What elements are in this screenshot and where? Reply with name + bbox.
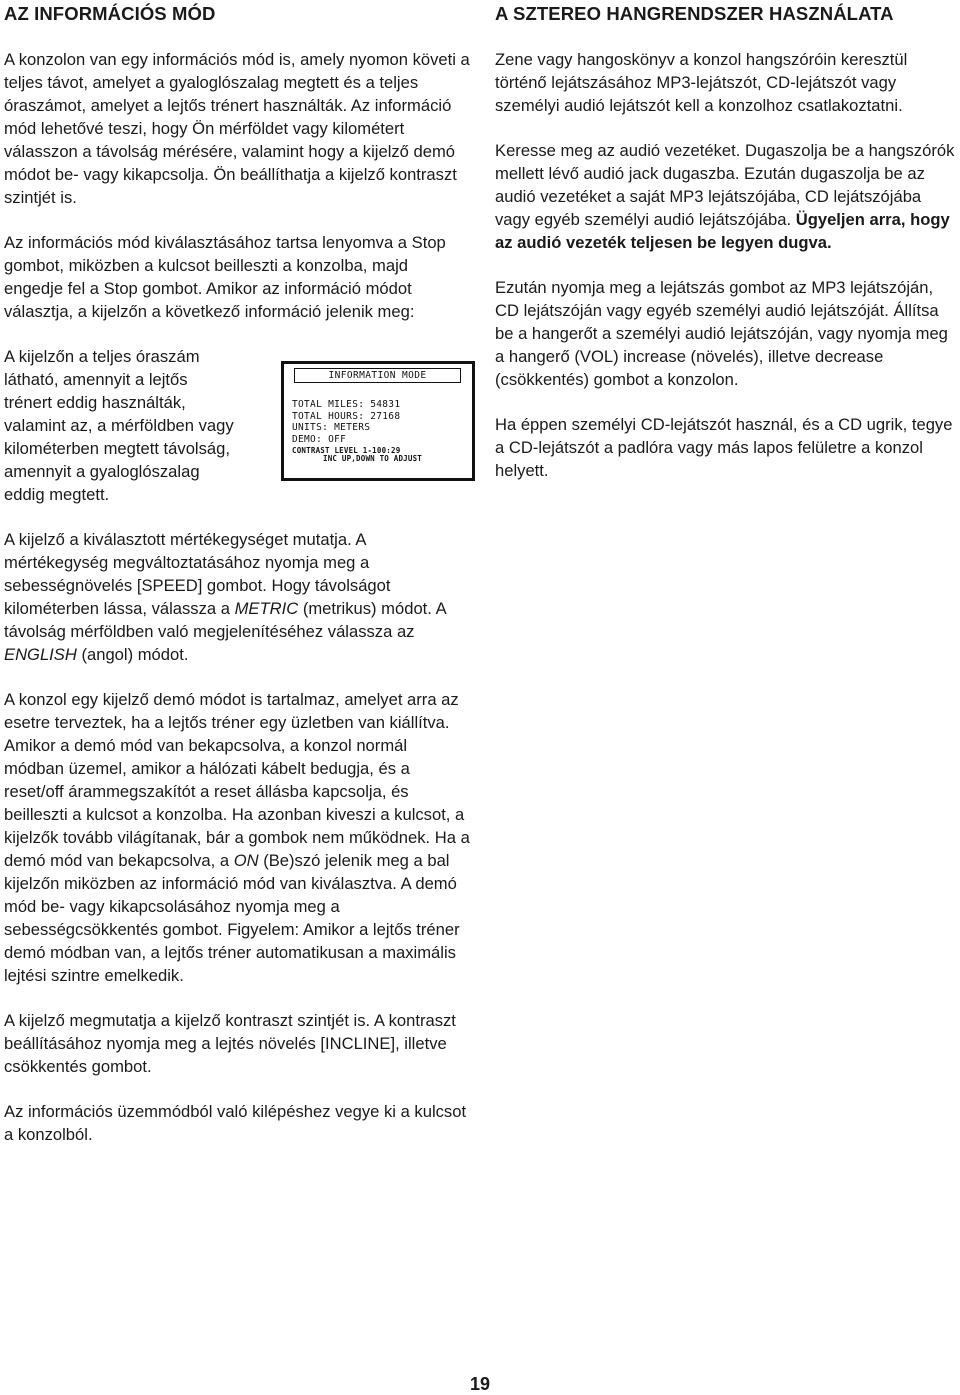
- display-contrast-level: CONTRAST LEVEL 1-100:29: [292, 446, 401, 455]
- display-title: INFORMATION MODE: [294, 368, 461, 383]
- display-adjust-hint: INC UP,DOWN TO ADJUST: [323, 453, 423, 463]
- paragraph-cd-skip: Ha éppen személyi CD-lejátszót használ, és a CD ugrik, tegye a CD-lejátszót a padlóra vagy más lapos felületre a konzol helyett.: [495, 415, 953, 480]
- metric-term: METRIC: [234, 599, 299, 618]
- units-text-c: (angol) módot.: [76, 645, 189, 664]
- audio-cable-text: Keresse meg az audió vezetéket. Dugaszolja be a hangszórók mellett lévő audió jack dugaszba. Ezután dugaszolja be az audió vezetéket a saját MP3 lejátszójába, CD lejátszójába vagy egyéb személyi audió lejátszójába.: [495, 141, 955, 229]
- right-column: [495, 0, 955, 482]
- display-line-demo: DEMO: OFF: [292, 433, 347, 445]
- display-line-total-miles: TOTAL MILES: 54831: [292, 399, 401, 410]
- paragraph-select-mode: Az információs mód kiválasztásához tartsa lenyomva a Stop gombot, miközben a kulcsot beilleszti a konzolba, majd engedje fel a Stop gombot. Amikor az információ módot választja, a kijelzőn a következő információ jelenik meg:: [4, 233, 446, 321]
- page-number: 19: [470, 1374, 491, 1394]
- paragraph-intro: A konzolon van egy információs mód is, amely nyomon követi a teljes távot, amelyet a gyaloglószalag megtett és a teljes óraszámot, amelyet a lejtős trénert használták. Az információ mód lehetővé teszi, hogy Ön mérföldet vagy kilométert válasszon a távolság mérésére, valamint hogy a kijelző demó módot be- vagy kikapcsolja. Ön beállíthatja a kijelző kontraszt szintjét is.: [4, 50, 470, 207]
- paragraph-units: [4, 528, 470, 666]
- paragraph-exit: Az információs üzemmódból való kilépéshez vegye ki a kulcsot a konzolból.: [4, 1102, 467, 1144]
- display-illustration-block: [4, 345, 470, 506]
- section-heading-stereo: A SZTEREO HANGRENDSZER HASZNÁLATA: [495, 3, 894, 24]
- left-column: [4, 0, 470, 1146]
- display-line-total-hours: TOTAL HOURS: 27168: [292, 410, 401, 422]
- paragraph-total-hours: A kijelzőn a teljes óraszám látható, amennyit a lejtős trénert eddig használták, valamint az, a mérföldben vagy kilométerben megtett távolság, amennyit a gyaloglószalag eddig megtett.: [4, 347, 234, 504]
- paragraph-stereo-intro: Zene vagy hangoskönyv a konzol hangszóróin keresztül történő lejátszásához MP3-lejátszót, CD-lejátszót vagy személyi audió lejátszót kell a konzolhoz csatlakoztatni.: [495, 50, 908, 115]
- section-heading-information-mode: AZ INFORMÁCIÓS MÓD: [4, 3, 216, 24]
- demo-text-b: (Be)szó jelenik meg a bal kijelzőn miközben az információ mód van kiválasztva. A demó mód be- vagy kikapcsolásához nyomja meg a sebességcsökkentés gombot. Figyelem: Amikor a lejtős tréner demó módban van, a lejtős tréner automatikusan a maximális lejtési szintre emelkedik.: [4, 851, 460, 985]
- display-contrast: [292, 447, 422, 462]
- display-line-units: UNITS: METERS: [292, 422, 371, 433]
- english-term: ENGLISH: [4, 645, 77, 664]
- paragraph-demo-mode: [4, 688, 470, 987]
- information-mode-display: [281, 361, 475, 481]
- audio-cable-warning: Ügyeljen arra, hogy az audió vezeték teljesen be legyen dugva.: [495, 210, 950, 252]
- paragraph-volume: Ezután nyomja meg a lejátszás gombot az MP3 lejátszóján, CD lejátszóján vagy egyéb személyi audió lejátszóját. Állítsa be a hangerőt a személyi audió lejátszóján, vagy nyomja meg a hangerő (VOL) increase (növelés), illetve decrease (csökkentés) gombot a konzolon.: [495, 278, 948, 389]
- display-lines: [292, 399, 400, 445]
- paragraph-contrast: A kijelző megmutatja a kijelző kontraszt szintjét is. A kontraszt beállításához nyomja meg a lejtés növelés [INCLINE], illetve csökkentés gombot.: [4, 1011, 456, 1076]
- demo-text-a: A konzol egy kijelző demó módot is tartalmaz, amelyet arra az esetre terveztek, ha a lejtős tréner egy üzletben van kiállítva. Amikor a demó mód van bekapcsolva, a konzol normál módban üzemel, amikor a hálózati kábelt bedugja, és a reset/off árammegszakítót a reset állásba kapcsolja, és beilleszti a kulcsot a konzolba. Ha azonban kiveszi a kulcsot, a kijelzők tovább világítanak, bár a gombok nem működnek. Ha a demó mód van bekapcsolva, a: [4, 690, 470, 870]
- units-text-a: A kijelző a kiválasztott mértékegységet mutatja. A mértékegység megváltoztatásához nyomja meg a sebességnövelés [SPEED] gombot. Hogy távolságot kilométerben lássa, válassza a: [4, 530, 391, 618]
- paragraph-audio-cable: [495, 139, 955, 254]
- on-term: ON: [233, 851, 259, 870]
- units-text-b: (metrikus) módot. A távolság mérföldben való megjelenítéséhez válassza az: [4, 599, 446, 641]
